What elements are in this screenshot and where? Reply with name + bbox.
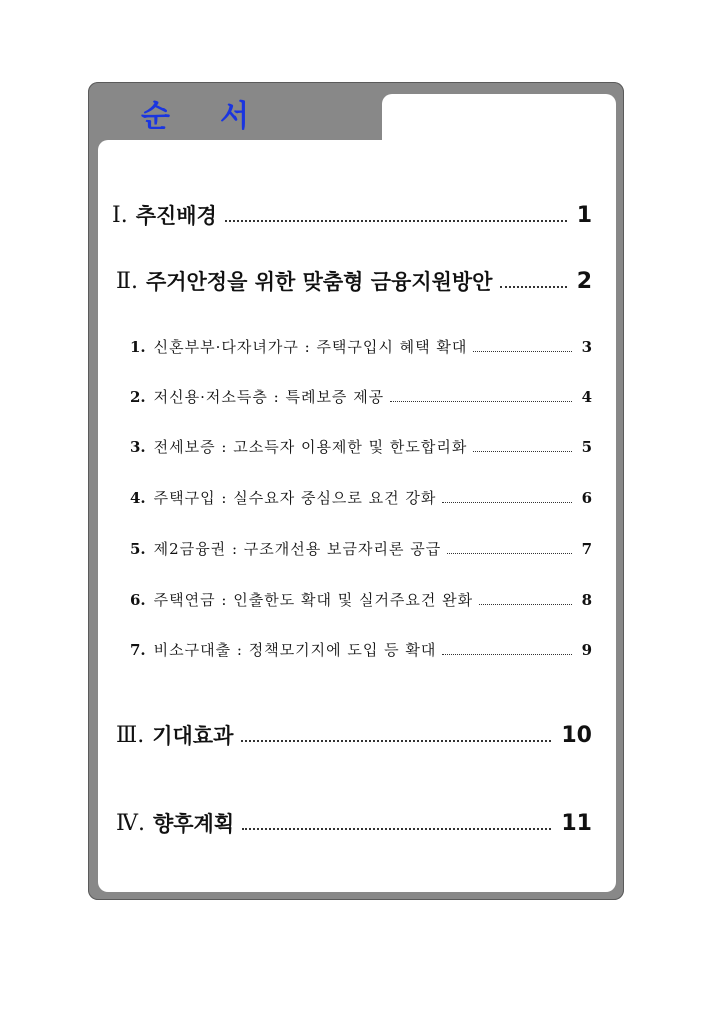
- dot-leader: [479, 604, 571, 605]
- subsection-page: 6: [581, 488, 592, 507]
- subsection-number: 3.: [130, 437, 146, 456]
- subsection-label: 저신용·저소득층 : 특례보증 제공: [153, 388, 385, 406]
- subsection-label: 전세보증 : 고소득자 이용제한 및 한도합리화: [153, 438, 468, 456]
- toc-section-4[interactable]: [116, 808, 592, 838]
- dot-leader: [225, 220, 567, 222]
- toc-subsection-7[interactable]: [130, 639, 592, 660]
- section-label: 향후계획: [152, 812, 235, 836]
- subsection-page: 5: [581, 437, 592, 456]
- dot-leader: [242, 828, 551, 830]
- section-page: 1: [576, 202, 592, 228]
- subsection-page: 9: [581, 640, 592, 659]
- subsection-number: 2.: [130, 387, 146, 406]
- subsection-label: 제2금융권 : 구조개선용 보금자리론 공급: [153, 540, 442, 558]
- dot-leader: [473, 351, 571, 352]
- title-char-1: 순: [141, 99, 220, 134]
- section-page: 11: [561, 810, 592, 836]
- dot-leader: [473, 451, 571, 452]
- section-label: 기대효과: [152, 724, 234, 748]
- dot-leader: [442, 502, 571, 503]
- toc-subsection-3[interactable]: [130, 436, 592, 457]
- toc-subsection-5[interactable]: [130, 538, 592, 559]
- toc-section-2[interactable]: [116, 266, 592, 296]
- subsection-number: 4.: [130, 488, 146, 507]
- section-label: 추진배경: [135, 204, 217, 228]
- subsection-label: 비소구대출 : 정책모기지에 도입 등 확대: [153, 641, 437, 659]
- toc-section-1[interactable]: [112, 200, 592, 230]
- dot-leader: [442, 654, 571, 655]
- page-title: [95, 89, 299, 137]
- toc-subsection-4[interactable]: [130, 487, 592, 508]
- toc-subsection-6[interactable]: [130, 589, 592, 610]
- dot-leader: [390, 401, 571, 402]
- subsection-page: 4: [581, 387, 592, 406]
- title-char-2: 서: [220, 99, 299, 134]
- subsection-label: 주택구입 : 실수요자 중심으로 요건 강화: [153, 489, 437, 507]
- section-page: 2: [576, 268, 592, 294]
- subsection-number: 7.: [130, 640, 146, 659]
- subsection-label: 신혼부부·다자녀가구 : 주택구입시 혜택 확대: [153, 338, 468, 356]
- section-number: Ⅲ.: [116, 722, 145, 748]
- subsection-number: 6.: [130, 590, 146, 609]
- subsection-number: 5.: [130, 539, 146, 558]
- section-page: 10: [561, 722, 592, 748]
- toc-subsection-1[interactable]: [130, 336, 592, 357]
- section-number: Ⅳ.: [116, 810, 145, 836]
- subsection-page: 7: [581, 539, 592, 558]
- toc-section-3[interactable]: [116, 720, 592, 750]
- dot-leader: [241, 740, 551, 742]
- toc-subsection-2[interactable]: [130, 386, 592, 407]
- dot-leader: [500, 286, 566, 288]
- section-number: Ⅱ.: [116, 268, 138, 294]
- section-number: Ⅰ.: [112, 202, 128, 228]
- section-label: 주거안정을 위한 맞춤형 금융지원방안: [145, 270, 493, 294]
- subsection-label: 주택연금 : 인출한도 확대 및 실거주요건 완화: [153, 591, 474, 609]
- content-panel: [98, 140, 616, 892]
- title-tab: [95, 89, 385, 139]
- subsection-page: 3: [581, 337, 592, 356]
- subsection-page: 8: [581, 590, 592, 609]
- subsection-number: 1.: [130, 337, 146, 356]
- dot-leader: [447, 553, 571, 554]
